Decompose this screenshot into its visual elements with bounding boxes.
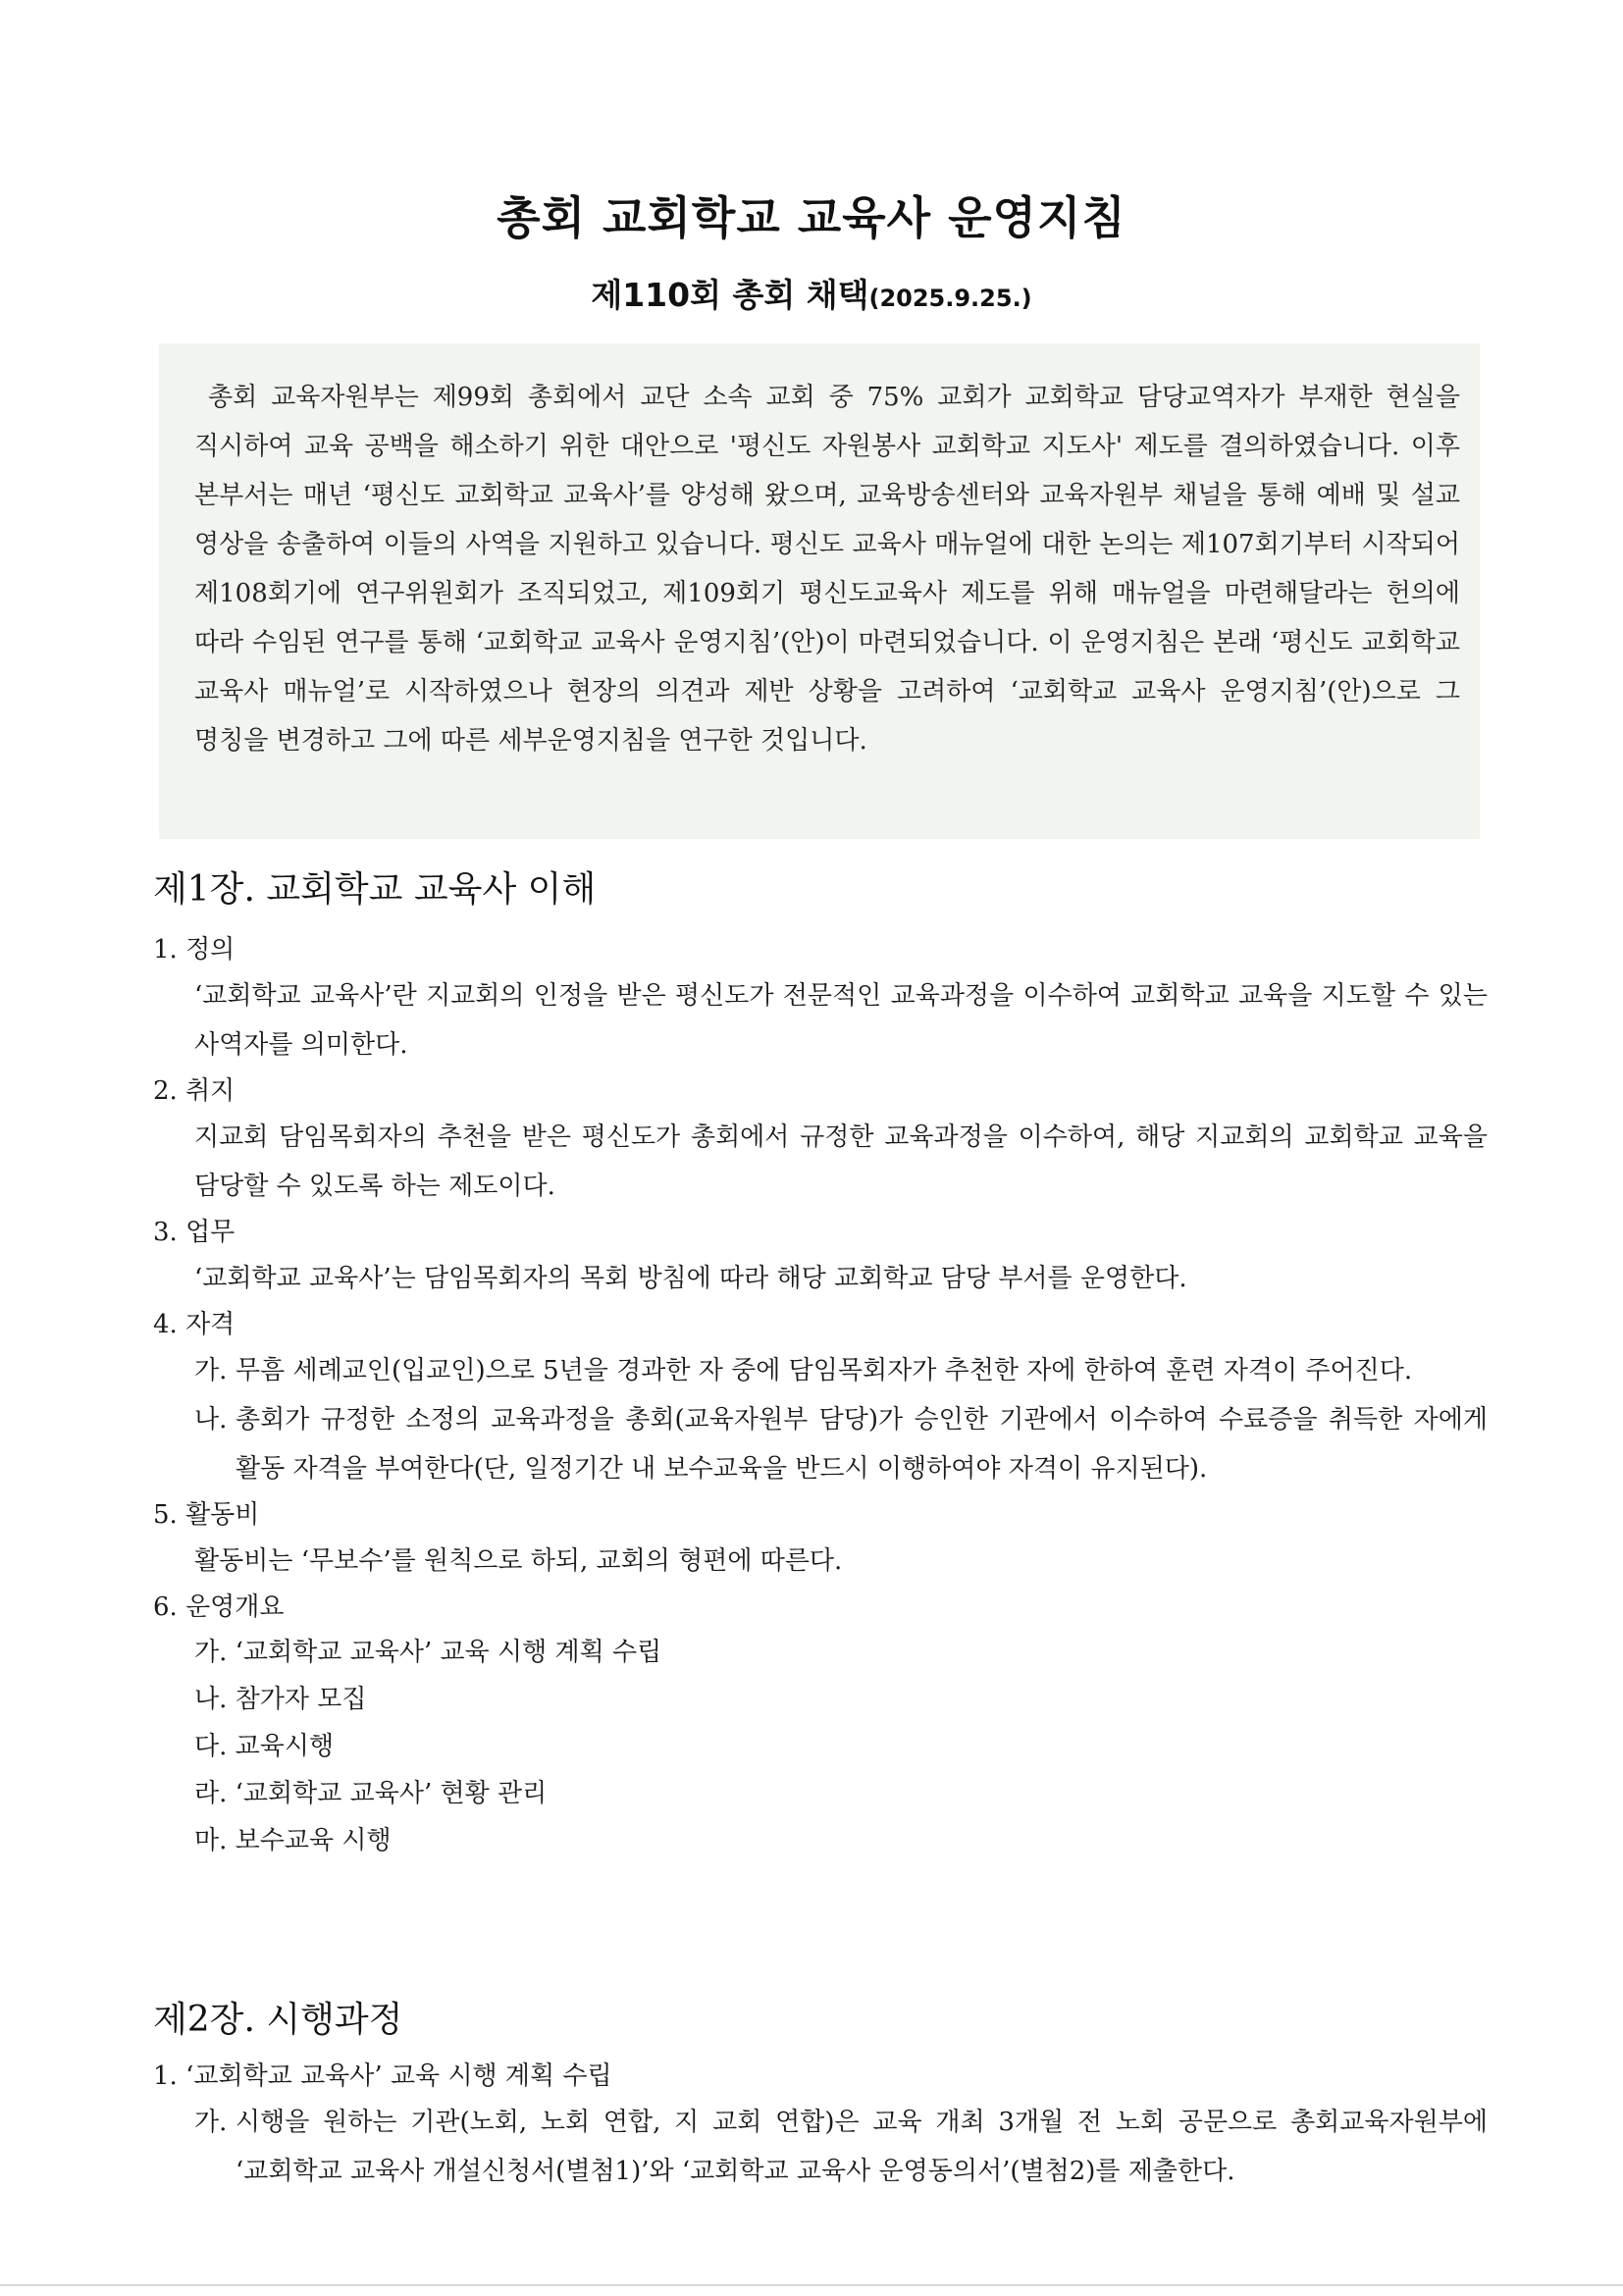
document-title: 총회 교회학교 교육사 운영지침 — [497, 191, 1126, 244]
intro-paragraph: 총회 교육자원부는 제99회 총회에서 교단 소속 교회 중 75% 교회가 교회학교 담당교역자가 부재한 현실을 직시하여 교육 공백을 해소하기 위한 대안으로 '평신도 자원봉사 교회학교 지도사' 제도를 결의하였습니다. 이후 본부서는 매년 ‘평신도 교회학교 교육사’를 양성해 왔으며, 교육방송센터와 교육자원부 채널을 통해 예배 및 설교 영상을 송출하여 이들의 사역을 지원하고 있습니다. 평신도 교육사 매뉴얼에 대한 논의는 제107회기부터 시작되어 제108회기에 연구위원회가 조직되었고, 제109회기 평신도교육사 제도를 위해 매뉴얼을 마련해달라는 헌의에 따라 수임된 연구를 통해 ‘교회학교 교육사 운영지침’(안)이 마련되었습니다. 이 운영지침은 본래 ‘평신도 교회학교 교육사 매뉴얼’로 시작하였으나 현장의 의견과 제반 상황을 고려하여 ‘교회학교 교육사 운영지침’(안)으로 그 명칭을 변경하고 그에 따른 세부운영지침을 연구한 것입니다. — [194, 383, 1460, 756]
list-item: 가. ‘교회학교 교육사’ 교육 시행 계획 수립 — [194, 1638, 662, 1667]
item-body: 지교회 담임목회자의 추천을 받은 평신도가 총회에서 규정한 교육과정을 이수하여, 해당 지교회의 교회학교 교육을 담당할 수 있도록 하는 제도이다. — [194, 1122, 1488, 1201]
chapter1-section — [153, 928, 1488, 1864]
ch2-item-plan — [153, 2055, 1488, 2196]
chapter2-section — [153, 2055, 1488, 2196]
chapter1-heading: 제1장. 교회학교 교육사 이해 — [153, 869, 597, 910]
sub-marker: 가. — [194, 1356, 228, 1385]
chapter2-heading: 제2장. 시행과정 — [153, 2000, 403, 2040]
item-title: 1. 정의 — [153, 935, 236, 965]
intro-box — [159, 343, 1480, 839]
list-item: 나. 참가자 모집 — [194, 1685, 367, 1714]
list-item: 다. 교육시행 — [194, 1732, 335, 1761]
sub-text: 시행을 원하는 기관(노회, 노회 연합, 지 교회 연합)은 교육 개최 3개월 전 노회 공문으로 총회교육자원부에 ‘교회학교 교육사 개설신청서(별첨1)’와 ‘교회학교 교육사 운영동의서’(별첨2)를 제출한다. — [236, 2108, 1488, 2186]
sub-item — [153, 1395, 1488, 1493]
subtitle-text: 제110회 총회 채택 — [591, 276, 869, 314]
item-title: 1. ‘교회학교 교육사’ 교육 시행 계획 수립 — [153, 2061, 612, 2091]
item-body: ‘교회학교 교육사’란 지교회의 인정을 받은 평신도가 전문적인 교육과정을 이수하여 교회학교 교육을 지도할 수 있는 사역자를 의미한다. — [194, 981, 1488, 1060]
item-title: 6. 운영개요 — [153, 1592, 285, 1622]
list-item: 마. 보수교육 시행 — [194, 1826, 392, 1855]
item-title: 3. 업무 — [153, 1218, 236, 1247]
ch1-item-overview — [153, 1586, 1488, 1864]
item-title: 2. 취지 — [153, 1076, 236, 1106]
sub-item — [153, 2098, 1488, 2196]
ch1-item-purpose — [153, 1070, 1488, 1211]
item-title: 4. 자격 — [153, 1310, 236, 1339]
ch1-item-qualification — [153, 1303, 1488, 1493]
subtitle-date: (2025.9.25.) — [868, 285, 1032, 312]
sub-item — [153, 1346, 1488, 1395]
sub-marker: 나. — [194, 1405, 228, 1435]
item-title: 5. 활동비 — [153, 1500, 260, 1530]
ch1-item-definition — [153, 928, 1488, 1070]
item-body: ‘교회학교 교육사’는 담임목회자의 목회 방침에 따라 해당 교회학교 담당 부서를 운영한다. — [194, 1264, 1187, 1293]
item-body: 활동비는 ‘무보수’를 원칙으로 하되, 교회의 형편에 따른다. — [194, 1546, 843, 1576]
list-item: 라. ‘교회학교 교육사’ 현황 관리 — [194, 1779, 548, 1808]
document-subtitle — [0, 270, 1623, 316]
sub-marker: 가. — [194, 2108, 228, 2137]
ch1-item-activity-fee — [153, 1493, 1488, 1586]
scan-edge-line — [0, 2284, 1623, 2286]
ch1-item-duties — [153, 1211, 1488, 1303]
sub-text: 무흠 세례교인(입교인)으로 5년을 경과한 자 중에 담임목회자가 추천한 자에 한하여 훈련 자격이 주어진다. — [236, 1356, 1413, 1385]
sub-text: 총회가 규정한 소정의 교육과정을 총회(교육자원부 담당)가 승인한 기관에서 이수하여 수료증을 취득한 자에게 활동 자격을 부여한다(단, 일정기간 내 보수교육을 반드시 이행하여야 자격이 유지된다). — [236, 1405, 1488, 1484]
